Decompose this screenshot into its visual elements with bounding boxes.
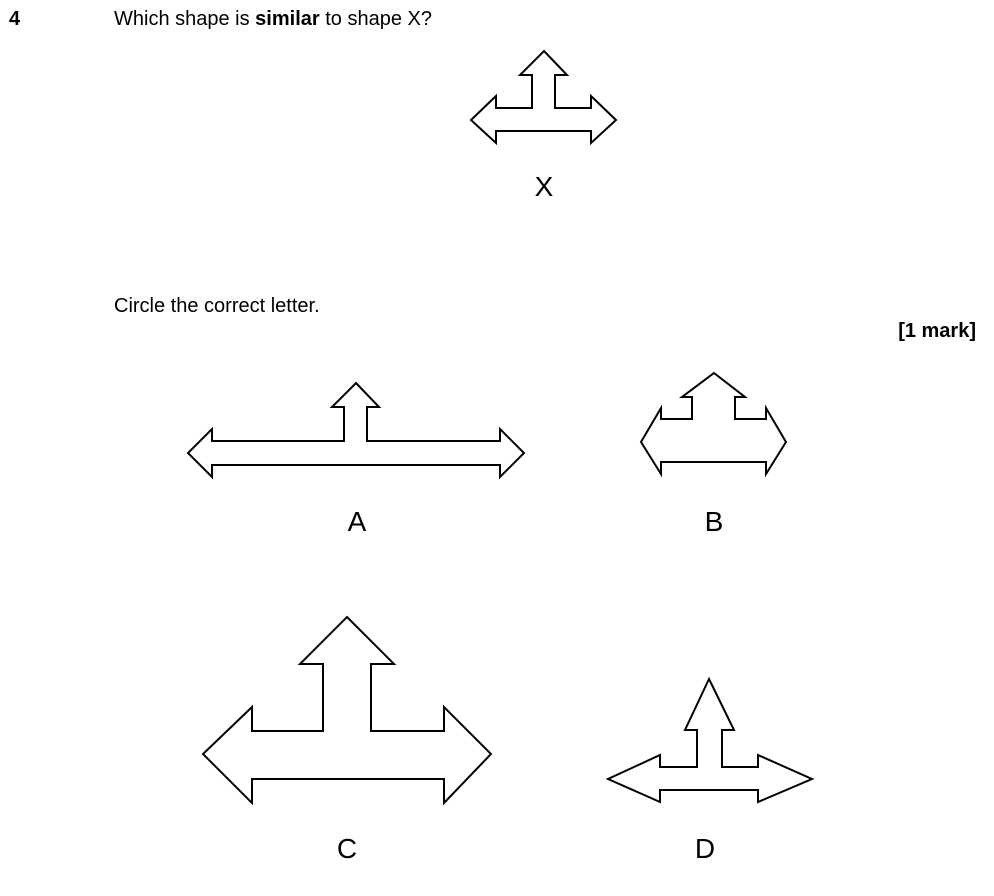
question-number: 4	[9, 8, 21, 30]
shape-c	[203, 617, 491, 803]
option-d-label[interactable]: D	[694, 833, 716, 864]
option-c-label[interactable]: C	[336, 833, 358, 864]
instruction-text: Circle the correct letter.	[114, 295, 320, 317]
shape-x-label: X	[534, 171, 554, 202]
mark-allocation: [1 mark]	[898, 320, 976, 342]
question-text-bold: similar	[255, 8, 320, 30]
shape-b	[641, 373, 786, 474]
shape-x	[471, 51, 616, 143]
shape-d	[608, 679, 812, 802]
option-a-label[interactable]: A	[347, 506, 367, 537]
question-text-start: Which shape is	[114, 8, 256, 30]
shape-a	[188, 383, 524, 477]
question-text-end: to shape X?	[319, 8, 432, 30]
option-b-label[interactable]: B	[704, 506, 724, 537]
